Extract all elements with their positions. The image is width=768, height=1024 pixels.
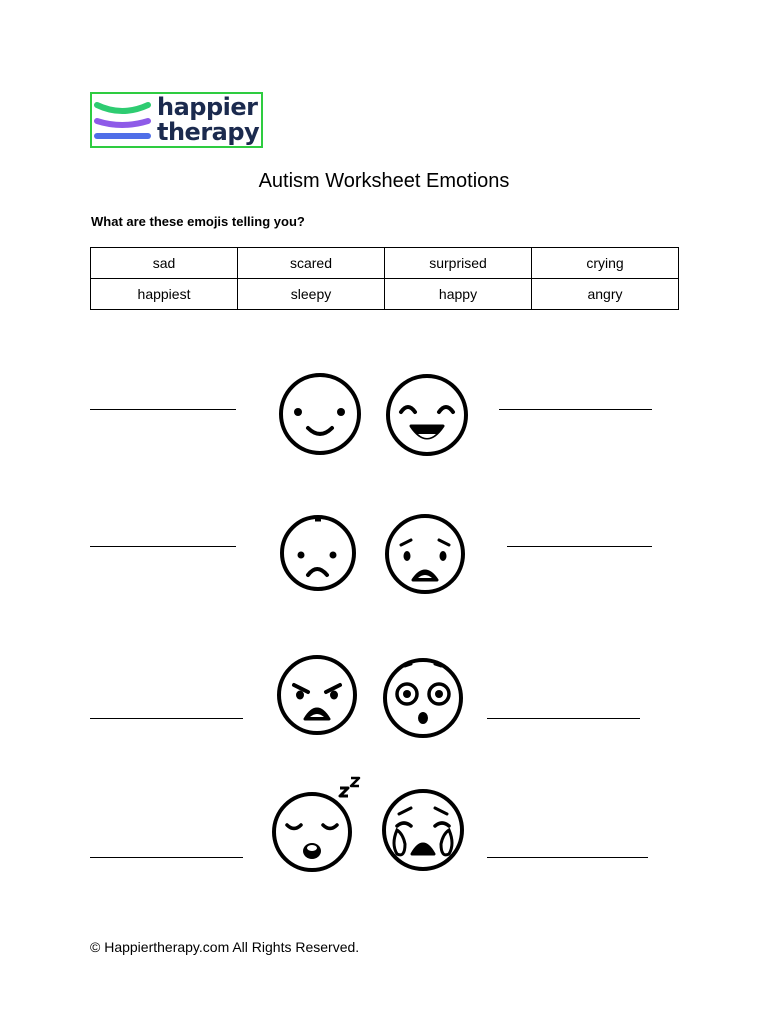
logo-text bbox=[157, 95, 259, 145]
logo-line-1: happier bbox=[157, 93, 258, 121]
worksheet-question: What are these emojis telling you? bbox=[91, 214, 305, 229]
word-bank-row bbox=[91, 279, 679, 310]
answer-blank-left[interactable] bbox=[90, 857, 243, 858]
answer-blank-left[interactable] bbox=[90, 409, 236, 410]
surprised-face-icon bbox=[381, 652, 465, 740]
word-cell: surprised bbox=[385, 248, 532, 279]
word-cell: scared bbox=[238, 248, 385, 279]
answer-blank-right[interactable] bbox=[499, 409, 652, 410]
logo-stripes-icon bbox=[94, 99, 154, 143]
smiling-face-icon bbox=[278, 372, 362, 456]
word-cell: sleepy bbox=[238, 279, 385, 310]
logo-line-2: therapy bbox=[157, 118, 260, 146]
word-cell: angry bbox=[532, 279, 679, 310]
sad-face-icon bbox=[279, 512, 357, 594]
answer-blank-right[interactable] bbox=[487, 857, 648, 858]
happier-therapy-logo bbox=[90, 92, 263, 148]
answer-blank-left[interactable] bbox=[90, 546, 236, 547]
answer-blank-right[interactable] bbox=[487, 718, 640, 719]
answer-blank-right[interactable] bbox=[507, 546, 652, 547]
laughing-face-icon bbox=[385, 372, 469, 458]
crying-face-icon bbox=[379, 778, 467, 872]
word-cell: happiest bbox=[91, 279, 238, 310]
word-cell: happy bbox=[385, 279, 532, 310]
worried-face-icon bbox=[384, 512, 466, 596]
word-bank-table bbox=[90, 247, 679, 310]
word-bank-row bbox=[91, 248, 679, 279]
answer-blank-left[interactable] bbox=[90, 718, 243, 719]
page-title: Autism Worksheet Emotions bbox=[258, 170, 510, 192]
word-cell: crying bbox=[532, 248, 679, 279]
word-cell: sad bbox=[91, 248, 238, 279]
angry-face-icon bbox=[276, 653, 358, 737]
copyright-footer: © Happiertherapy.com All Rights Reserved. bbox=[90, 939, 360, 955]
sleepy-face-icon bbox=[270, 776, 362, 874]
